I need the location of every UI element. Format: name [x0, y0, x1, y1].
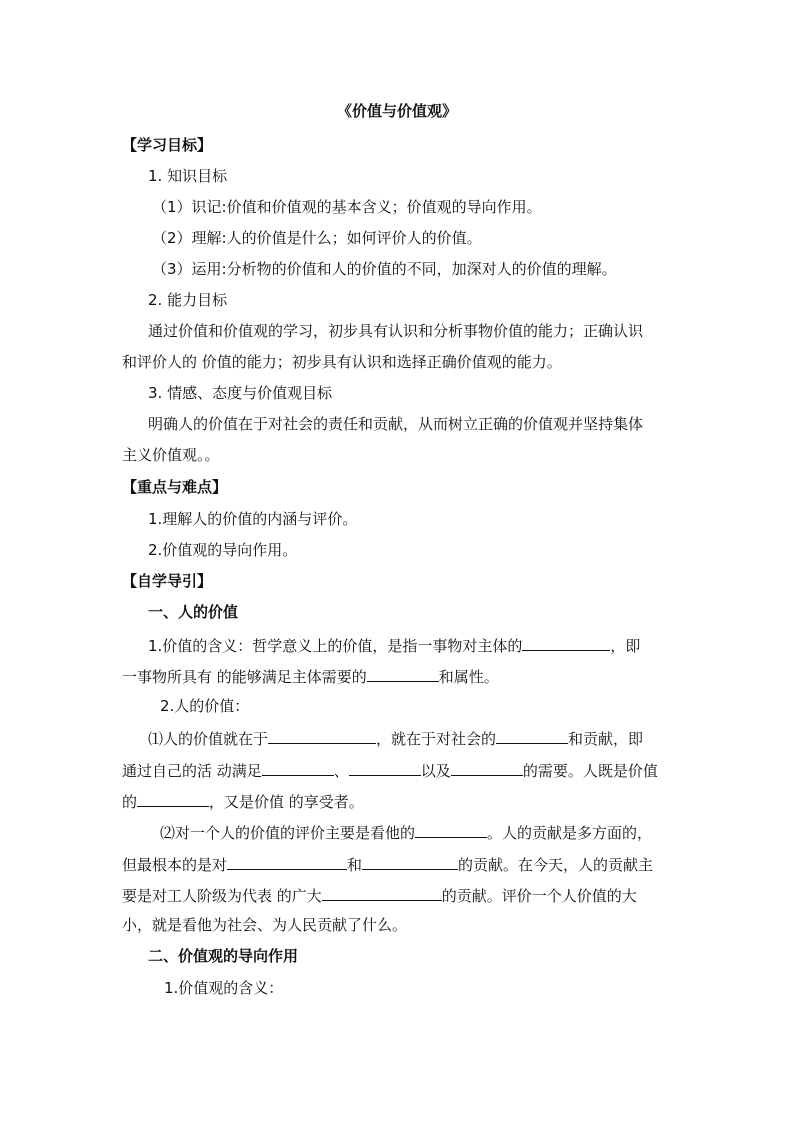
knowledge-goal-item-2: （2）理解:人的价值是什么；如何评价人的价值。: [152, 229, 482, 247]
fill-blank[interactable]: [451, 759, 523, 776]
para-text: 的: [122, 793, 138, 811]
knowledge-goal-item-3: （3）运用:分析物的价值和人的价值的不同，加深对人的价值的理解。: [152, 260, 617, 278]
value-definition-text: 和属性。: [438, 668, 499, 686]
ability-goal-text-line-1: 通过价值和价值观的学习，初步具有认识和分析事物价值的能力；正确认识: [148, 322, 644, 340]
para-text: 要是对工人阶级为代表 的广大: [122, 887, 322, 905]
part-2-heading: 二、价值观的导向作用: [148, 947, 299, 965]
section-key-points: 【重点与难点】: [122, 478, 228, 496]
para-text: 。人的贡献是多方面的，: [487, 824, 653, 842]
part-1-heading: 一、人的价值: [148, 603, 239, 621]
fill-blank[interactable]: [227, 853, 347, 870]
para-text: 的贡献。在今天，人的贡献主: [458, 856, 654, 874]
human-value-para-2-line-2: [122, 853, 678, 875]
fill-blank[interactable]: [349, 759, 421, 776]
value-definition-text: ，即: [610, 637, 641, 655]
fill-blank[interactable]: [262, 759, 334, 776]
value-definition-line-1: [148, 634, 704, 656]
knowledge-goal-heading: 1. 知识目标: [148, 167, 228, 185]
para-text: 但最根本的是对: [122, 856, 228, 874]
fill-blank[interactable]: [268, 727, 376, 744]
human-value-para-1-line-1: [148, 727, 704, 749]
value-definition-text: 1.价值的含义：哲学意义上的价值，是指一事物对主体的: [148, 637, 523, 655]
section-study-goals: 【学习目标】: [122, 136, 213, 154]
human-value-para-2-line-4: 小，就是看他为社会、为人民贡献了什么。: [122, 916, 408, 934]
human-value-para-2-line-3: [122, 884, 678, 906]
fill-blank[interactable]: [367, 665, 439, 682]
para-text: ⑵对一个人的价值的评价主要是看他的: [160, 824, 416, 842]
emotion-goal-heading: 3. 情感、态度与价值观目标: [148, 384, 333, 402]
human-value-para-1-line-3: [122, 790, 678, 812]
emotion-goal-text-line-1: 明确人的价值在于对社会的责任和贡献，从而树立正确的价值观并坚持集体: [148, 415, 644, 433]
knowledge-goal-item-1: （1）识记:价值和价值观的基本含义；价值观的导向作用。: [152, 198, 542, 216]
fill-blank[interactable]: [496, 727, 568, 744]
value-definition-text: 一事物所具有 的能够满足主体需要的: [122, 668, 367, 686]
document-title: 《价值与价值观》: [336, 102, 457, 120]
para-text: ⑴人的价值就在于: [148, 730, 269, 748]
para-text: 和贡献，即: [568, 730, 644, 748]
fill-blank[interactable]: [322, 884, 442, 901]
fill-blank[interactable]: [522, 634, 610, 651]
human-value-para-2-line-1: [160, 821, 716, 843]
human-value-para-1-line-2: [122, 759, 678, 781]
para-text: 和: [347, 856, 363, 874]
para-text: 的需要。人既是价值: [522, 762, 658, 780]
value-view-definition-line: 1.价值观的含义：: [164, 979, 284, 997]
para-text: ，又是价值 的享受者。: [209, 793, 364, 811]
fill-blank[interactable]: [362, 853, 458, 870]
para-text: 、: [333, 762, 349, 780]
fill-blank[interactable]: [137, 790, 209, 807]
para-text: ，就在于对社会的: [376, 730, 497, 748]
ability-goal-heading: 2. 能力目标: [148, 291, 228, 309]
emotion-goal-text-line-2: 主义价值观。。: [122, 446, 220, 464]
value-definition-line-2: [122, 665, 678, 687]
key-point-item-1: 1.理解人的价值的内涵与评价。: [148, 510, 358, 528]
section-self-study: 【自学导引】: [122, 572, 213, 590]
para-text: 的贡献。评价一个人价值的大: [441, 887, 637, 905]
ability-goal-text-line-2: 和评价人的 价值的能力；初步具有认识和选择正确价值观的能力。: [122, 353, 562, 371]
human-value-heading: 2.人的价值：: [160, 697, 250, 715]
fill-blank[interactable]: [415, 821, 487, 838]
para-text: 以及: [420, 762, 451, 780]
key-point-item-2: 2.价值观的导向作用。: [148, 541, 298, 559]
para-text: 通过自己的活 动满足: [122, 762, 262, 780]
